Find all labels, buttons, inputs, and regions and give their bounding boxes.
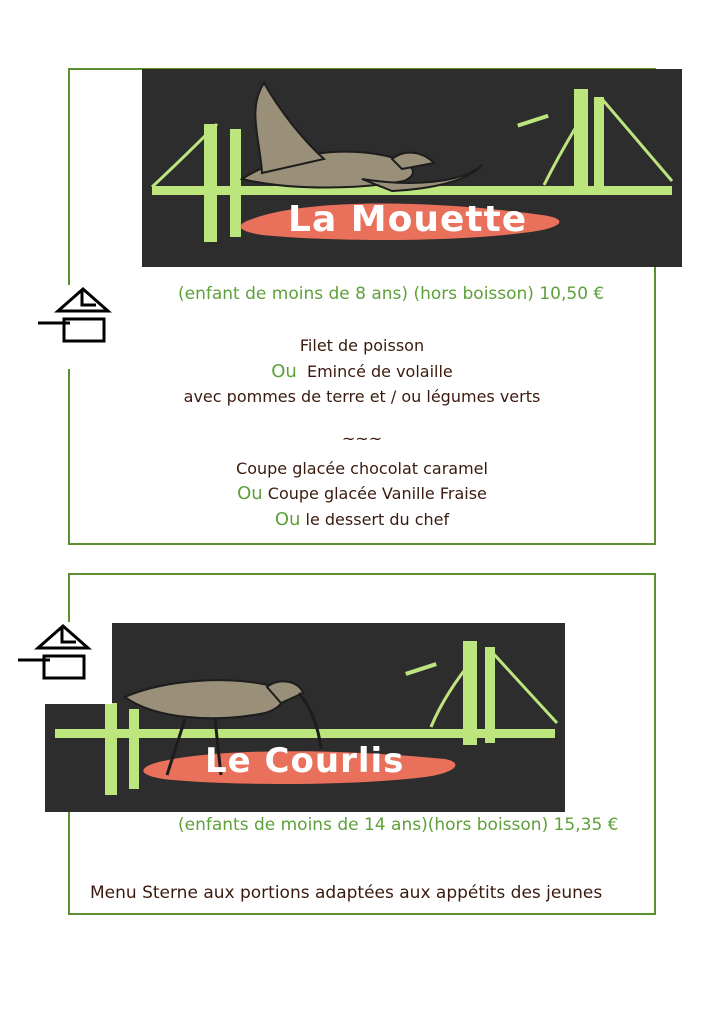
dessert-line-1: Coupe glacée chocolat caramel	[236, 458, 488, 478]
bridge-tower-left	[204, 124, 217, 242]
bridge-tower-left	[105, 703, 117, 795]
price-line-mouette: (enfant de moins de 8 ans) (hors boisson) 10,50 €	[178, 284, 605, 304]
bridge-tower-right	[463, 641, 477, 745]
seagull-icon	[242, 83, 482, 191]
main-course-line-3: avec pommes de terre et / ou légumes verts	[183, 387, 541, 406]
ou-label: Ou	[274, 508, 301, 530]
bridge-tower-right	[574, 89, 588, 189]
ou-label: Ou	[237, 483, 263, 504]
banner-courlis	[45, 623, 565, 812]
dessert-line-2: Ou Coupe glacée Vanille Fraise	[237, 483, 487, 504]
banner-title-courlis: Le Courlis	[205, 741, 405, 781]
banner-title-mouette: La Mouette	[288, 199, 528, 240]
house-icon	[16, 622, 112, 704]
bridge-curlew-illustration	[45, 623, 565, 812]
ou-label: Ou	[271, 360, 297, 382]
menu-mouette-content	[70, 333, 654, 532]
price-line-courlis: (enfants de moins de 14 ans)(hors boisson) 15,35 €	[178, 815, 619, 835]
dessert-line-3: Ou le dessert du chef	[274, 508, 450, 530]
menu-courlis-description: Menu Sterne aux portions adaptées aux appétits des jeunes	[90, 883, 603, 903]
banner-mouette	[142, 69, 682, 267]
separator: ~~~	[341, 428, 383, 448]
main-course-line-1: Filet de poisson	[299, 336, 425, 355]
main-course-line-2: Ou Emincé de volaille	[271, 360, 453, 382]
